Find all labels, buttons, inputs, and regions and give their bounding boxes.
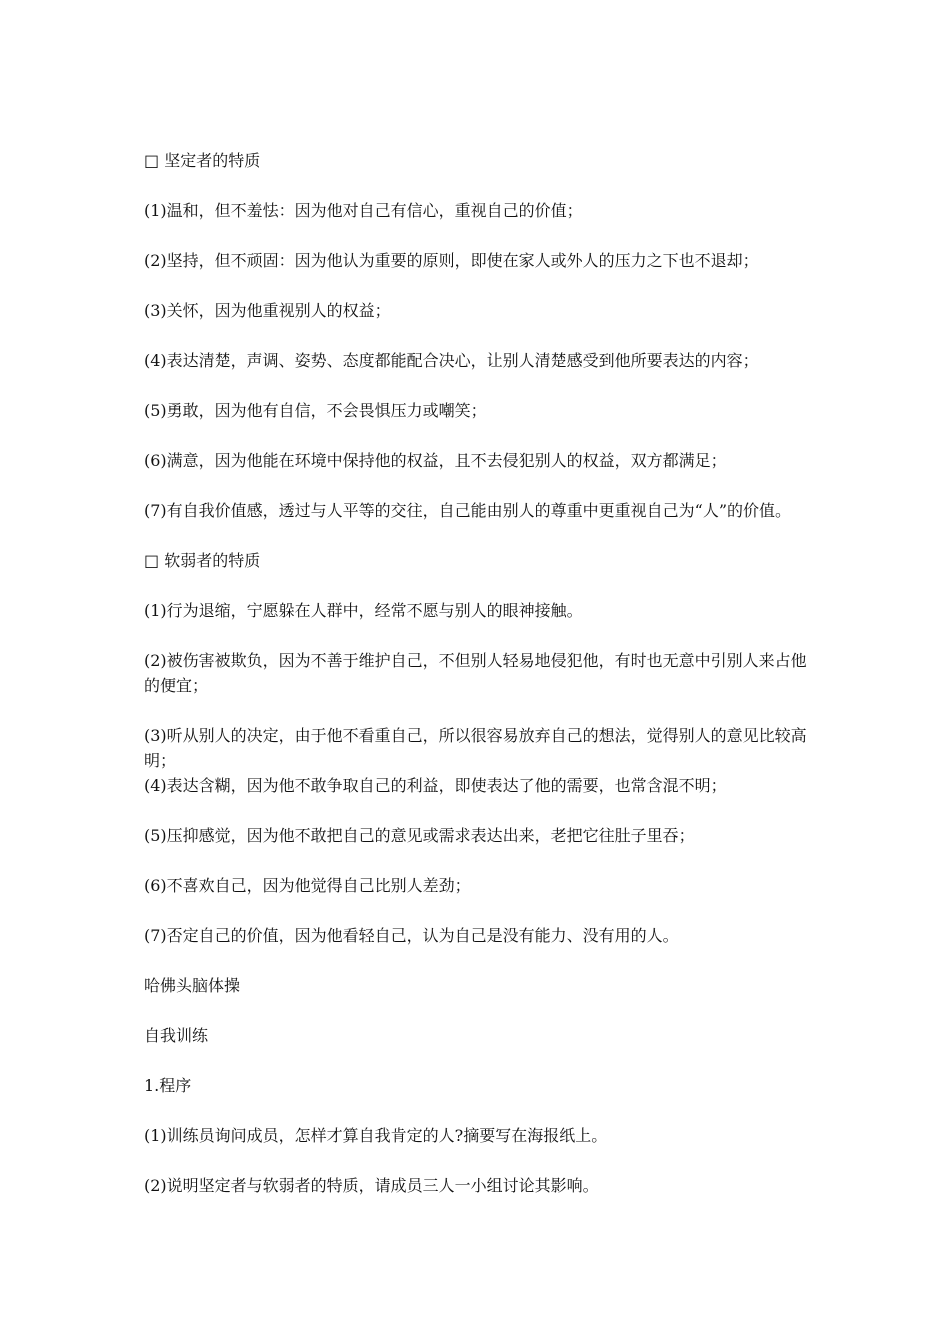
document-body: [144, 148, 809, 1198]
weak-trait-item: (5)压抑感觉，因为他不敢把自己的意见或需求表达出来，老把它往肚子里吞；: [144, 826, 695, 845]
weak-trait-item: (3)听从别人的决定，由于他不看重自己，所以很容易放弃自己的想法，觉得别人的意见比较高明；: [144, 726, 807, 770]
weak-trait-item: (2)被伤害被欺负，因为不善于维护自己，不但别人轻易地侵犯他，有时也无意中引别人来占他的便宜；: [144, 651, 807, 695]
firm-trait-item: (1)温和，但不羞怯：因为他对自己有信心，重视自己的价值；: [144, 201, 583, 220]
procedure-step: (1)训练员询问成员，怎样才算自我肯定的人?摘要写在海报纸上。: [144, 1126, 608, 1145]
section-heading-firm: □ 坚定者的特质: [144, 151, 261, 170]
firm-trait-item: (5)勇敢，因为他有自信，不会畏惧压力或嘲笑；: [144, 401, 487, 420]
firm-trait-item: (4)表达清楚，声调、姿势、态度都能配合决心，让别人清楚感受到他所要表达的内容；: [144, 351, 759, 370]
weak-trait-item: (4)表达含糊，因为他不敢争取自己的利益，即使表达了他的需要，也常含混不明；: [144, 776, 727, 795]
weak-trait-item: (6)不喜欢自己，因为他觉得自己比别人差劲；: [144, 876, 471, 895]
firm-trait-item: (6)满意，因为他能在环境中保持他的权益，且不去侵犯别人的权益，双方都满足；: [144, 451, 727, 470]
procedure-heading: 1.程序: [144, 1076, 192, 1095]
procedure-step: (2)说明坚定者与软弱者的特质，请成员三人一小组讨论其影响。: [144, 1176, 599, 1195]
firm-trait-item: (2)坚持，但不顽固：因为他认为重要的原则，即使在家人或外人的压力之下也不退却；: [144, 251, 759, 270]
weak-trait-item: (7)否定自己的价值，因为他看轻自己，认为自己是没有能力、没有用的人。: [144, 926, 679, 945]
firm-trait-item: (3)关怀，因为他重视别人的权益；: [144, 301, 391, 320]
weak-trait-item: (1)行为退缩，宁愿躲在人群中，经常不愿与别人的眼神接触。: [144, 601, 583, 620]
section-heading-weak: □ 软弱者的特质: [144, 551, 261, 570]
firm-trait-item: (7)有自我价值感，透过与人平等的交往，自己能由别人的尊重中更重视自己为“人”的价值。: [144, 501, 792, 520]
subtitle-self-training: 自我训练: [144, 1026, 209, 1045]
subtitle-harvard: 哈佛头脑体操: [144, 976, 241, 995]
